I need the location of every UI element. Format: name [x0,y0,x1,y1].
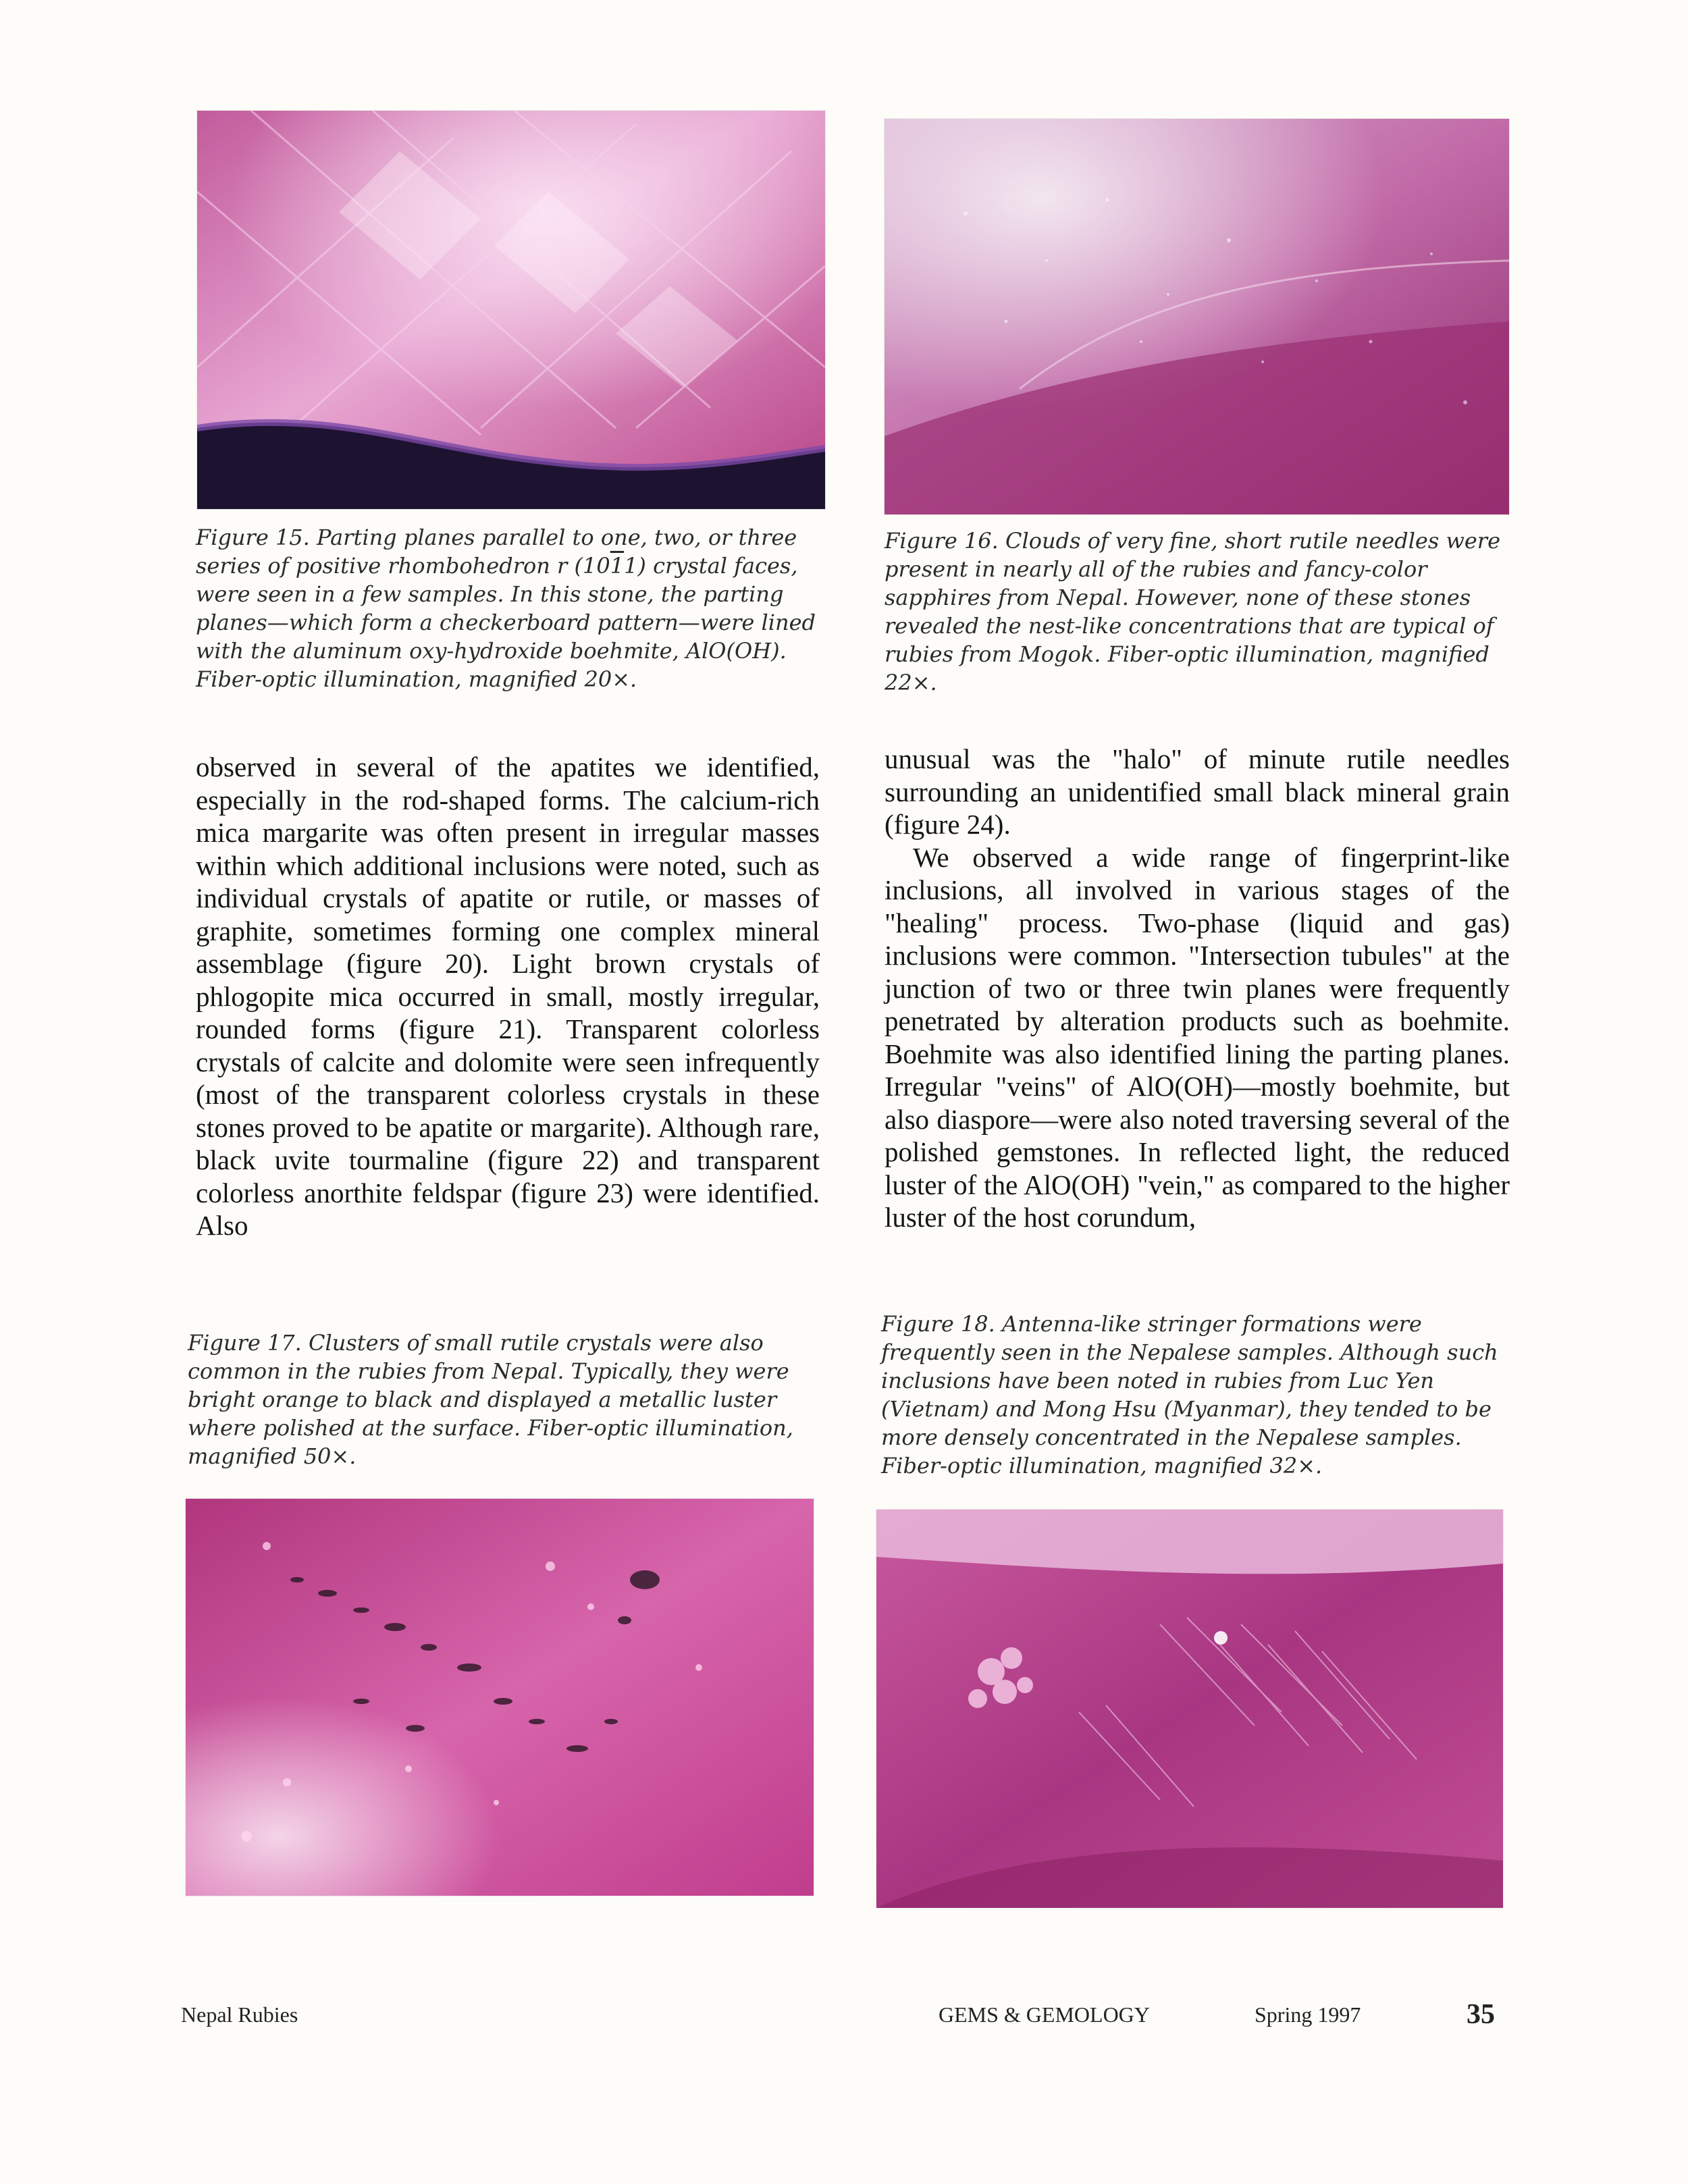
body-left-paragraph: observed in several of the apatites we identified, especially in the rod-shaped forms. The calcium-rich mica margarite was often present in irregular masses within which additional inclusions were noted, such as individual crystals of apatite or rutile, or masses of graphite, sometimes forming one complex mineral assemblage (figure 20). Light brown crystals of phlogopite mica occurred in small, mostly irregular, rounded forms (figure 21). Transparent colorless crystals of calcite and dolomite were seen infrequently (most of the transparent colorless crystals in these stones proved to be apatite or margarite). Although rare, black uvite tourmaline (figure 22) and transparent colorless anorthite feldspar (figure 23) were identified. Also [196,751,820,1241]
figure-15-caption-text-b: 1) crystal faces, were seen in a few samples. In this stone, the parting planes—which form a checkerboard pattern—were lined with the aluminum oxy-hydroxide boehmite, AlO(OH). Fiber-optic illumination, magnified 20×. [196,553,816,692]
body-right-paragraph-1: unusual was the "halo" of minute rutile needles surrounding an unidentified small black mineral grain (figure 24). [885,743,1510,840]
figure-15-photo [197,111,825,509]
footer-article-title: Nepal Rubies [181,2002,298,2027]
figure-18-caption: Figure 18. Antenna-like stringer formations were frequently seen in the Nepalese samples. Although such inclusions have been noted in rubies from Luc Yen (Vietnam) and Mong Hsu (Myanmar), they tended to be more densely concentrated in the Nepalese samples. Fiber-optic illumination, magnified 32×. [881,1311,1498,1479]
figure-18-photo [876,1510,1503,1908]
figure-15-caption [196,523,817,693]
body-right-column [885,743,1510,1234]
figure-16-caption: Figure 16. Clouds of very fine, short rutile needles were present in nearly all of the rubies and fancy-color sapphires from Nepal. However, none of these stones revealed the nest-like concentrations that are typical of rubies from Mogok. Fiber-optic illumination, magnified 22×. [885,528,1501,695]
footer-issue-date: Spring 1997 [1255,2002,1361,2027]
figure-17-caption: Figure 17. Clusters of small rutile crystals were also common in the rubies from Nepal. Typically, they were bright orange to black and displayed a metallic luster where polished at the surface. Fiber-optic illumination, magnified 50×. [188,1330,793,1469]
body-right-paragraph-2: We observed a wide range of fingerprint-like inclusions, all involved in various stages of the "healing" process. Two-phase (liquid and gas) inclusions were common. "Intersection tubules" at the junction of two or three twin planes were frequently penetrated by alteration products such as boehmite. Boehmite was also identified lining the parting planes. Irregular "veins" of AlO(OH)—mostly boehmite, but also diaspore—were also noted traversing several of the polished gemstones. In reflected light, the reduced luster of the AlO(OH) "vein," as compared to the higher luster of the host corundum, [885,841,1510,1233]
page-number: 35 [1467,1999,1495,2030]
figure-15-caption-overline-digit: 1 [610,553,625,579]
figure-15-caption-text-a: Figure 15. Parting planes parallel to one, two, or three series of positive rhombohedron r (10 [196,525,797,579]
footer-journal-name: GEMS & GEMOLOGY [939,2002,1150,2027]
figure-17-photo [186,1499,814,1896]
figure-16-photo [885,119,1509,514]
body-left-column [196,751,820,1242]
